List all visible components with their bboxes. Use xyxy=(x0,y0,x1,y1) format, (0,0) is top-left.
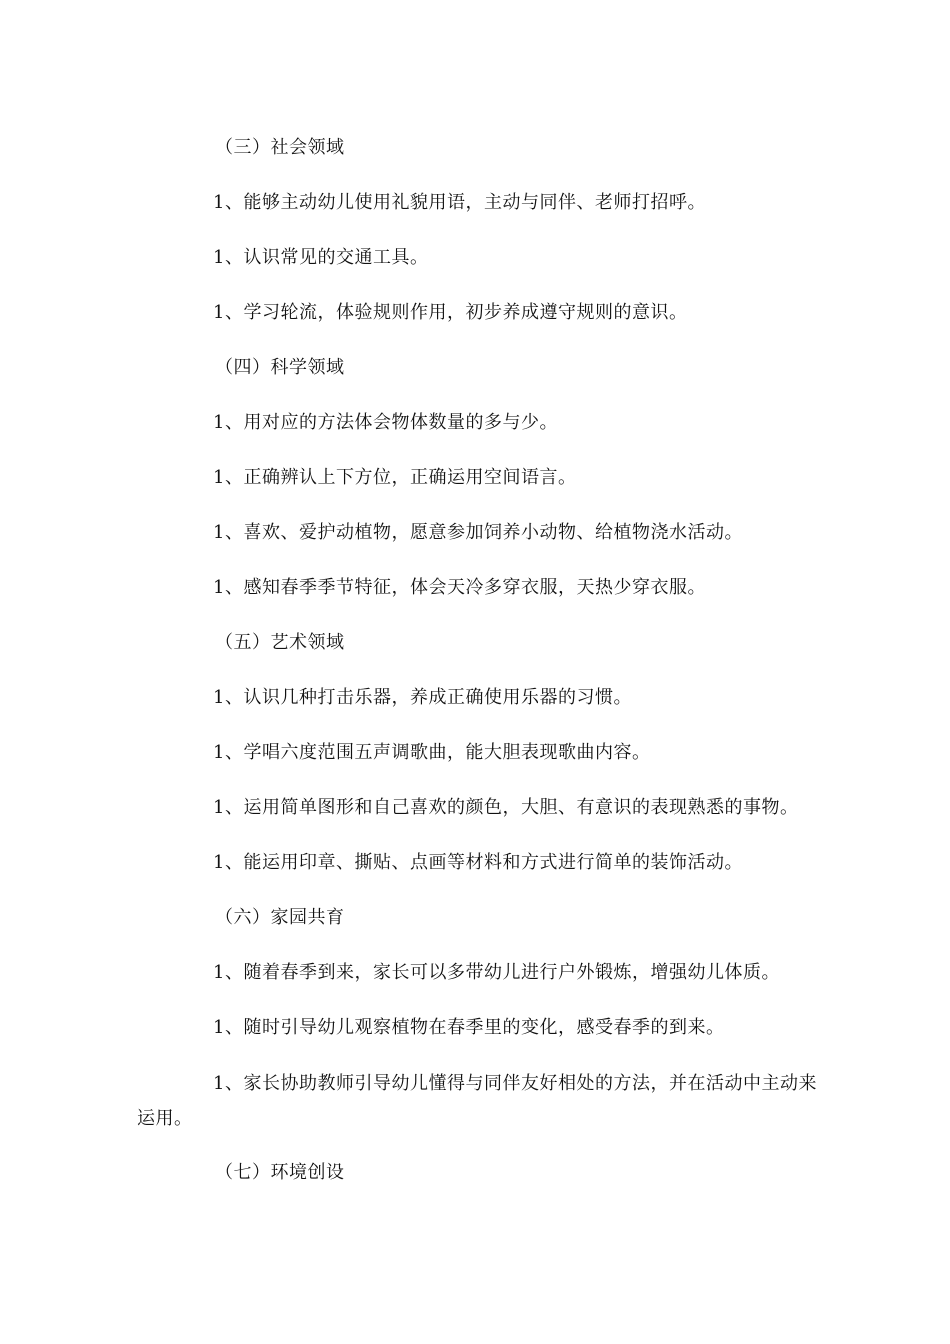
section-heading-environment: （七）环境创设 xyxy=(215,1162,345,1183)
list-item: 1、能够主动幼儿使用礼貌用语，主动与同伴、老师打招呼。 xyxy=(213,192,706,213)
list-item-wrapped: 1、家长协助教师引导幼儿懂得与同伴友好相处的方法，并在活动中主动来运用。 xyxy=(137,1073,817,1129)
list-item: 1、感知春季季节特征，体会天冷多穿衣服，天热少穿衣服。 xyxy=(213,577,706,598)
section-heading-social: （三）社会领域 xyxy=(215,137,345,158)
list-item: 1、认识常见的交通工具。 xyxy=(213,247,429,268)
list-item: 1、随着春季到来，家长可以多带幼儿进行户外锻炼，增强幼儿体质。 xyxy=(213,962,780,983)
list-item: 1、学习轮流，体验规则作用，初步养成遵守规则的意识。 xyxy=(213,302,688,323)
list-item: 1、能运用印章、撕贴、点画等材料和方式进行简单的装饰活动。 xyxy=(213,852,743,873)
list-item: 1、喜欢、爱护动植物，愿意参加饲养小动物、给植物浇水活动。 xyxy=(213,522,743,543)
list-item: 1、认识几种打击乐器，养成正确使用乐器的习惯。 xyxy=(213,687,632,708)
section-heading-science: （四）科学领域 xyxy=(215,357,345,378)
list-item: 1、正确辨认上下方位，正确运用空间语言。 xyxy=(213,467,577,488)
list-item: 1、运用简单图形和自己喜欢的颜色，大胆、有意识的表现熟悉的事物。 xyxy=(213,797,799,818)
list-item: 1、用对应的方法体会物体数量的多与少。 xyxy=(213,412,558,433)
section-heading-art: （五）艺术领域 xyxy=(215,632,345,653)
section-heading-home-school: （六）家园共育 xyxy=(215,907,345,928)
list-item: 1、学唱六度范围五声调歌曲，能大胆表现歌曲内容。 xyxy=(213,742,651,763)
list-item: 1、随时引导幼儿观察植物在春季里的变化，感受春季的到来。 xyxy=(213,1017,725,1038)
